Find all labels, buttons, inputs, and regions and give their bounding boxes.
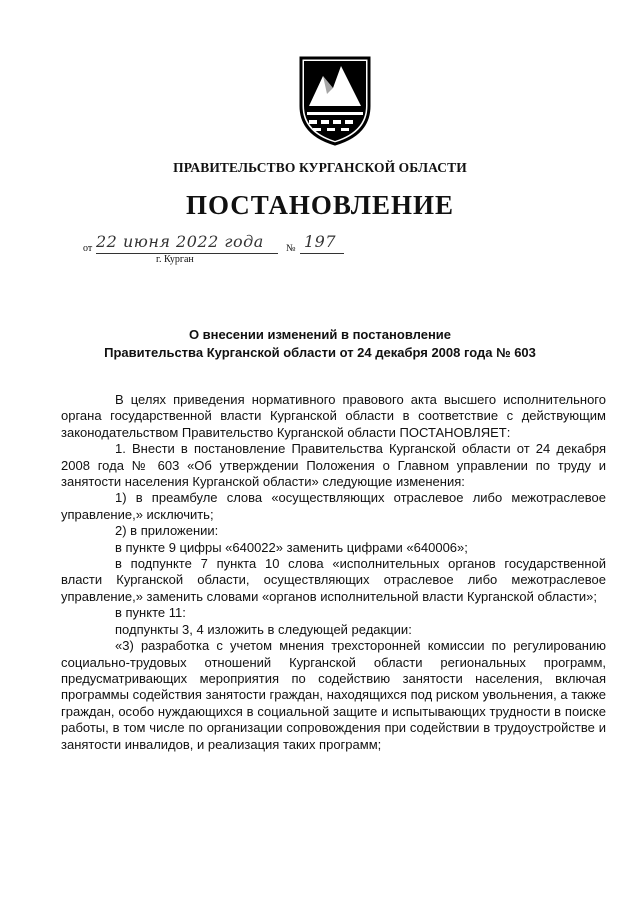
title-line-2: Правительства Курганской области от 24 декабря 2008 года № 603 [104,345,536,360]
date-prefix: от [83,243,93,254]
document-body [61,392,606,753]
body-paragraph: 1) в преамбуле слова «осуществляющих отраслевое либо межотраслевое управление,» исключить; [61,490,606,522]
body-paragraph: 1. Внести в постановление Правительства Курганской области от 24 декабря 2008 года № 603 «Об утверждении Положения о Главном управлении по труду и занятости населения Курганской области» следующие изменения: [61,441,606,490]
body-paragraph: В целях приведения нормативного правового акта высшего исполнительного органа государственной власти Курганской области в соответствие с действующим законодательством Правительство Курганской области ПОСТАНОВЛЯЕТ: [61,392,606,440]
title-line-1: О внесении изменений в постановление [188,327,452,342]
body-paragraph: 2) в приложении: [115,523,219,539]
number-prefix: № [286,243,296,254]
date-handwritten: 22 июня 2022 года [96,232,264,251]
body-paragraph: «3) разработка с учетом мнения трехсторонней комиссии по регулированию социально-трудовых отношений Курганской области региональных программ, предусматривающих мероприятия по содействию занятости населения, включая программы содействия занятости граждан, находящихся под риском увольнения, а также граждан, особо нуждающихся в социальной защите и испытывающих трудности в поиске работы, в том числе по организации сопровождения при содействии в трудоустройстве и занятости инвалидов, и реализация таких программ; [61,638,606,752]
city-label: г. Курган [156,254,194,265]
document-title [0,326,640,362]
government-name: ПРАВИТЕЛЬСТВО КУРГАНСКОЙ ОБЛАСТИ [173,160,467,175]
body-paragraph: в подпункте 7 пункта 10 слова «исполнительных органов государственной власти Курганской области, осуществляющих отраслевое либо межотраслевое управление,» заменить словами «органов исполнительной власти Курганской области»; [61,556,606,604]
number-handwritten: 197 [304,232,337,251]
number-underline [300,253,344,254]
document-type: ПОСТАНОВЛЕНИЕ [185,190,455,220]
coat-of-arms-emblem [297,54,373,146]
body-paragraph: подпункты 3, 4 изложить в следующей редакции: [115,621,412,637]
body-paragraph: в пункте 9 цифры «640022» заменить цифрами «640006»; [115,539,468,555]
body-paragraph: в пункте 11: [115,605,186,621]
